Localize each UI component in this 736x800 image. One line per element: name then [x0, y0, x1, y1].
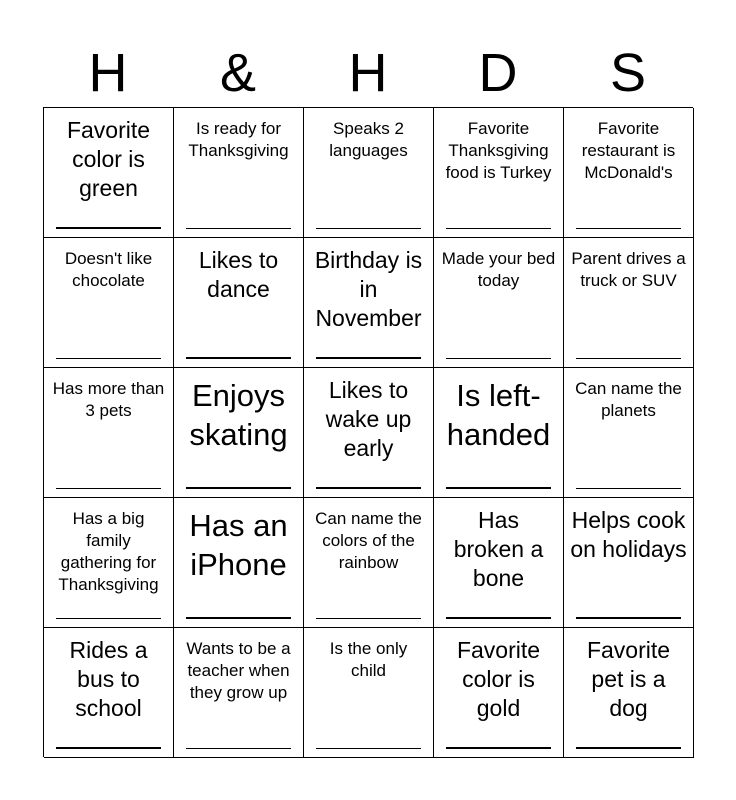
bingo-cell[interactable] — [304, 238, 434, 368]
bingo-cell-text: Can name the colors of the rainbow — [315, 509, 422, 572]
bingo-cell-text: Favorite pet is a dog — [586, 637, 671, 721]
bingo-cell[interactable] — [304, 628, 434, 758]
bingo-cell-text: Is left-handed — [446, 378, 551, 452]
bingo-cell-text: Rides a bus to school — [69, 637, 148, 721]
bingo-cell[interactable] — [174, 108, 304, 238]
bingo-cell[interactable] — [564, 108, 694, 238]
bingo-cell-text: Is ready for Thanksgiving — [188, 119, 289, 160]
signature-line — [316, 228, 421, 229]
header-letter: S — [609, 43, 647, 103]
header-letter: & — [219, 43, 257, 103]
header-letter: H — [88, 43, 128, 103]
bingo-cell[interactable] — [304, 108, 434, 238]
signature-line — [446, 358, 551, 359]
signature-line — [446, 747, 551, 749]
bingo-cell-text: Wants to be a teacher when they grow up — [186, 639, 291, 702]
bingo-cell[interactable] — [174, 628, 304, 758]
bingo-cell-text: Made your bed today — [441, 249, 556, 290]
bingo-cell[interactable] — [44, 628, 174, 758]
bingo-cell-text: Helps cook on holidays — [570, 507, 687, 562]
bingo-cell[interactable] — [44, 238, 174, 368]
signature-line — [186, 357, 291, 359]
bingo-cell[interactable] — [564, 498, 694, 628]
bingo-cell-text: Enjoys skating — [189, 378, 288, 452]
bingo-cell-text: Can name the planets — [575, 379, 682, 420]
bingo-grid — [43, 107, 693, 757]
bingo-cell-text: Birthday is in November — [314, 247, 423, 331]
bingo-cell[interactable] — [434, 368, 564, 498]
signature-line — [56, 747, 161, 749]
bingo-cell-text: Has more than 3 pets — [52, 379, 165, 420]
bingo-cell[interactable] — [564, 368, 694, 498]
signature-line — [56, 618, 161, 619]
signature-line — [56, 227, 161, 229]
bingo-cell-text: Favorite restaurant is McDonald's — [581, 119, 676, 182]
signature-line — [186, 748, 291, 749]
signature-line — [576, 747, 681, 749]
header-letter: H — [348, 43, 388, 103]
signature-line — [576, 228, 681, 229]
bingo-cell[interactable] — [304, 368, 434, 498]
signature-line — [186, 487, 291, 489]
signature-line — [316, 487, 421, 489]
bingo-cell-text: Is the only child — [329, 639, 408, 680]
bingo-cell[interactable] — [564, 238, 694, 368]
signature-line — [446, 228, 551, 229]
bingo-cell-text: Has an iPhone — [189, 508, 288, 582]
signature-line — [316, 748, 421, 749]
signature-line — [56, 358, 161, 359]
bingo-header — [43, 40, 693, 106]
bingo-cell-text: Has a big family gathering for Thanksgiving — [58, 509, 159, 594]
bingo-cell[interactable] — [304, 498, 434, 628]
bingo-cell-text: Has broken a bone — [453, 507, 544, 591]
bingo-cell[interactable] — [44, 368, 174, 498]
bingo-cell[interactable] — [564, 628, 694, 758]
bingo-cell[interactable] — [174, 498, 304, 628]
signature-line — [576, 358, 681, 359]
signature-line — [316, 357, 421, 359]
bingo-cell-text: Parent drives a truck or SUV — [571, 249, 686, 290]
bingo-cell-text: Doesn't like chocolate — [64, 249, 153, 290]
signature-line — [446, 617, 551, 619]
bingo-cell-text: Speaks 2 languages — [329, 119, 408, 160]
bingo-cell[interactable] — [174, 238, 304, 368]
bingo-cell-text: Favorite color is green — [66, 117, 151, 201]
bingo-cell[interactable] — [174, 368, 304, 498]
signature-line — [186, 617, 291, 619]
header-letter: D — [478, 43, 518, 103]
bingo-cell-text: Likes to wake up early — [325, 377, 412, 461]
bingo-cell-text: Favorite color is gold — [456, 637, 541, 721]
bingo-cell[interactable] — [44, 498, 174, 628]
bingo-cell[interactable] — [434, 238, 564, 368]
bingo-cell[interactable] — [434, 498, 564, 628]
signature-line — [56, 488, 161, 489]
signature-line — [186, 228, 291, 229]
bingo-cell[interactable] — [434, 108, 564, 238]
bingo-cell[interactable] — [434, 628, 564, 758]
signature-line — [576, 488, 681, 489]
signature-line — [576, 617, 681, 619]
signature-line — [446, 487, 551, 489]
bingo-cell[interactable] — [44, 108, 174, 238]
bingo-cell-text: Favorite Thanksgiving food is Turkey — [445, 119, 552, 182]
signature-line — [316, 618, 421, 619]
bingo-cell-text: Likes to dance — [198, 247, 279, 302]
